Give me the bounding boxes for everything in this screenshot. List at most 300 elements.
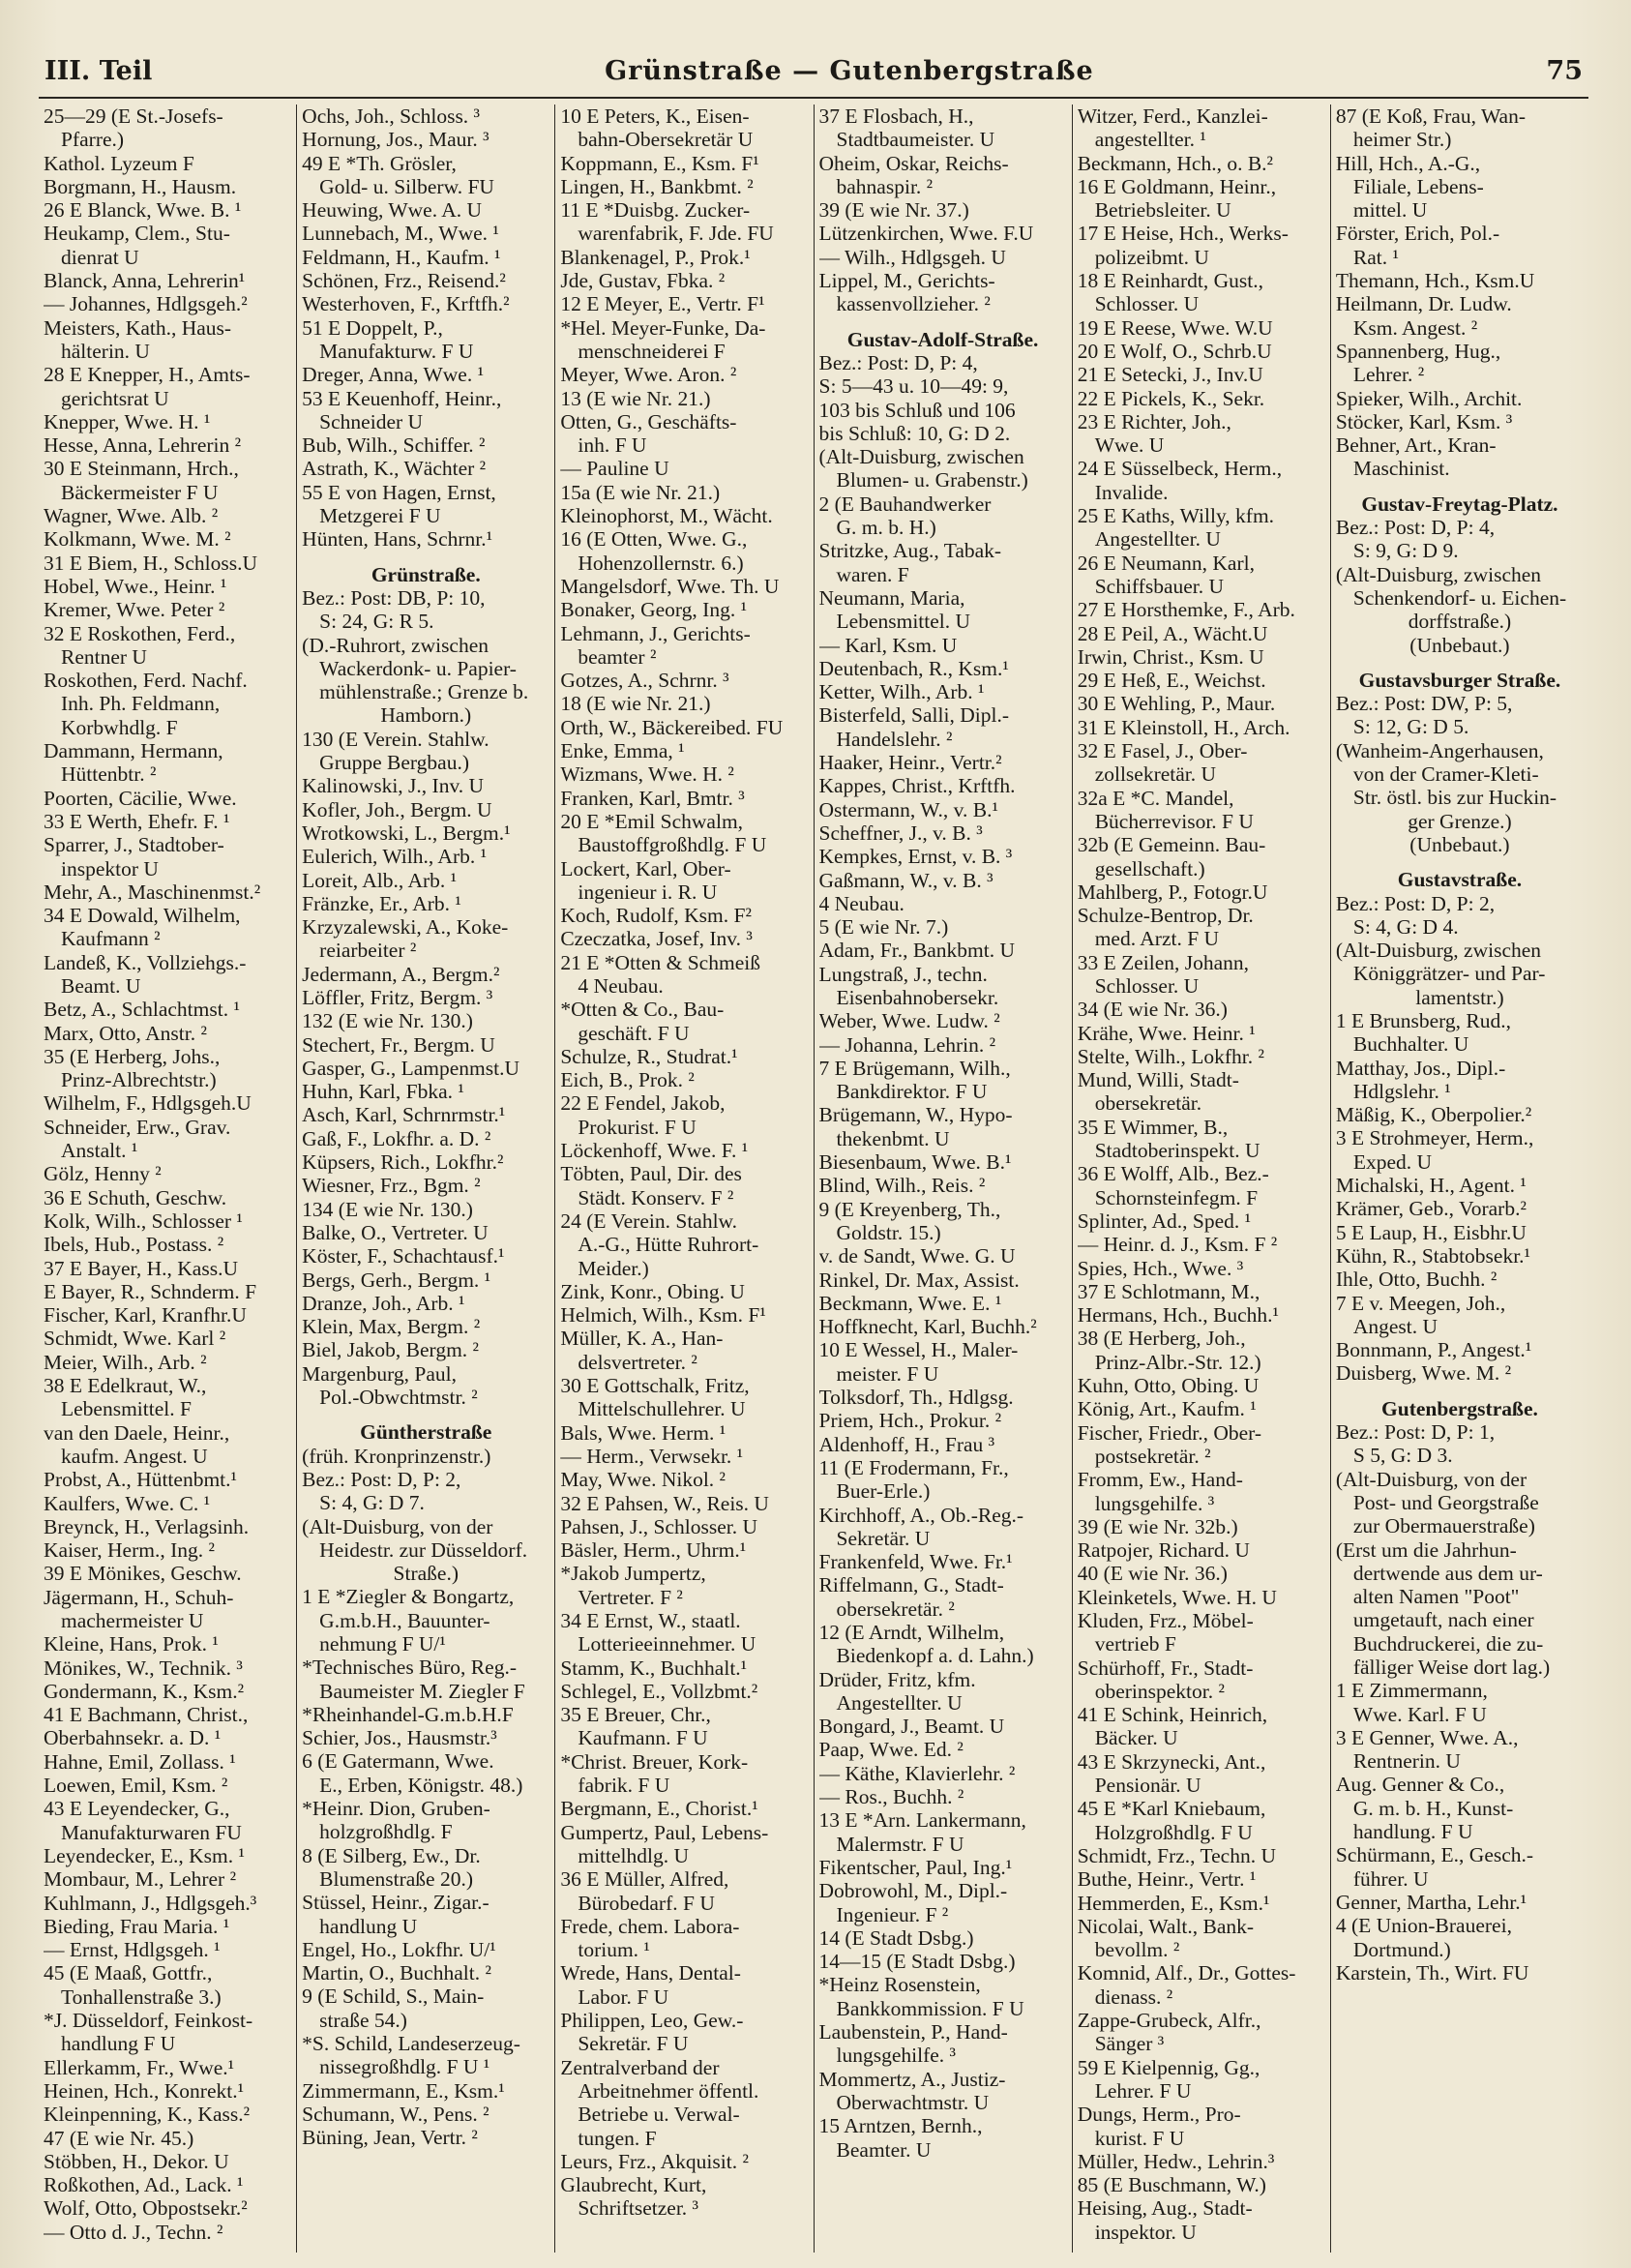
directory-entry: Oberbahnsekr. a. D. ¹: [44, 1726, 222, 1750]
directory-entry: Priem, Hch., Prokur. ²: [818, 1409, 1002, 1433]
directory-entry: 34 E Ernst, W., staatl.: [560, 1609, 741, 1632]
directory-entry: *Rheinhandel-G.m.b.H.F: [302, 1702, 514, 1726]
directory-entry: *S. Schild, Landeserzeug-: [302, 2032, 520, 2056]
directory-entry: 11 (E Frodermann, Fr.,: [818, 1455, 1009, 1479]
directory-entry: Bez.: Post: D, P: 4,: [818, 350, 978, 374]
directory-entry: Oheim, Oskar, Reichs-: [818, 151, 1009, 175]
column-2: [297, 104, 555, 2253]
directory-entry: 51 E Doppelt, P.,: [302, 315, 443, 340]
directory-entry: Bieding, Frau Maria. ¹: [44, 1914, 230, 1938]
directory-entry: Kleinketels, Wwe. H. U: [1077, 1585, 1277, 1609]
directory-entry: — Heinr. d. J., Ksm. F ²: [1077, 1233, 1278, 1257]
directory-entry: Bez.: Post: D, P: 2,: [1335, 891, 1496, 915]
directory-entry: polizeibmt. U: [1094, 245, 1209, 269]
directory-entry: — Otto d. J., Techn. ²: [44, 2220, 223, 2244]
directory-entry: Fischer, Karl, Kranfhr.U: [44, 1303, 247, 1328]
directory-entry: Zink, Konr., Obing. U: [560, 1279, 745, 1303]
directory-entry: Aug. Genner & Co.,: [1335, 1773, 1505, 1797]
directory-entry: Blumenstraße 20.): [319, 1866, 473, 1891]
directory-entry: Hdlgslehr. ¹: [1352, 1079, 1451, 1103]
directory-entry: 12 E Meyer, E., Vertr. F¹: [560, 292, 765, 316]
directory-entry: Krämer, Geb., Vorarb.²: [1335, 1197, 1527, 1221]
directory-entry: 1 E Zimmermann,: [1335, 1679, 1488, 1703]
directory-entry: Philippen, Leo, Gew.-: [560, 2009, 744, 2033]
directory-entry: obersekretär. ²: [836, 1597, 955, 1621]
directory-entry: Duisberg, Wwe. M. ²: [1335, 1361, 1512, 1386]
directory-entry: Bez.: Post: DW, P: 5,: [1335, 692, 1513, 716]
directory-entry: Filiale, Lebens-: [1352, 174, 1484, 198]
directory-entry: Pol.-Obwchtmstr. ²: [319, 1386, 478, 1410]
directory-entry: Kaufmann ²: [61, 927, 161, 951]
directory-entry: Czeczatka, Josef, Inv. ³: [560, 927, 753, 951]
directory-entry: (Wanheim-Angerhausen,: [1335, 738, 1544, 762]
directory-entry: Bergs, Gerh., Bergm. ¹: [302, 1268, 491, 1292]
directory-entry: Loewen, Emil, Ksm. ²: [44, 1774, 228, 1798]
directory-entry: heimer Str.): [1352, 128, 1452, 152]
directory-entry: 13 (E wie Nr. 21.): [560, 386, 711, 410]
directory-entry: 18 (E wie Nr. 21.): [560, 692, 711, 716]
directory-entry: 26 E Blanck, Wwe. B. ¹: [44, 198, 242, 223]
directory-entry: 36 E Wolff, Alb., Bez.-: [1077, 1162, 1269, 1186]
directory-entry: Lützenkirchen, Wwe. F.U: [818, 222, 1034, 246]
directory-entry: 32 E Pahsen, W., Reis. U: [560, 1491, 769, 1515]
directory-entry: Zimmermann, E., Ksm.¹: [302, 2078, 505, 2103]
section-label: III. Teil: [44, 56, 153, 86]
directory-entry: Stritzke, Aug., Tabak-: [818, 539, 1002, 563]
directory-entry: G. m. b. H., Kunst-: [1352, 1796, 1514, 1820]
directory-entry: Mäßig, K., Oberpolier.²: [1335, 1103, 1532, 1127]
directory-entry: 38 (E Herberg, Joh.,: [1077, 1327, 1246, 1351]
directory-entry: Adam, Fr., Bankbmt. U: [818, 939, 1015, 963]
directory-entry: holzgroßhdlg. F: [319, 1820, 453, 1844]
directory-entry: Anstalt. ¹: [61, 1139, 138, 1163]
directory-entry: Aldenhoff, H., Frau ³: [818, 1432, 995, 1456]
directory-entry: 47 (E wie Nr. 45.): [44, 2126, 194, 2150]
directory-entry: Dobrowohl, M., Dipl.-: [818, 1879, 1008, 1903]
directory-entry: lamentstr.): [1415, 985, 1504, 1009]
directory-entry: Krzyzalewski, A., Koke-: [302, 915, 509, 940]
directory-entry: 12 (E Arndt, Wilhelm,: [818, 1621, 1005, 1644]
directory-entry: G.m.b.H., Bauunter-: [319, 1608, 490, 1632]
directory-entry: 27 E Horsthemke, F., Arb.: [1077, 598, 1295, 622]
directory-entry: Stechert, Fr., Bergm. U: [302, 1032, 495, 1057]
directory-entry: Prinz-Albrechtstr.): [61, 1068, 217, 1092]
directory-entry: Michalski, H., Agent. ¹: [1335, 1174, 1527, 1198]
directory-entry: Blumen- u. Grabenstr.): [836, 468, 1028, 492]
directory-entry: Leyendecker, E., Ksm. ¹: [44, 1843, 245, 1867]
directory-entry: 30 E Wehling, P., Maur.: [1077, 692, 1276, 716]
directory-entry: 132 (E wie Nr. 130.): [302, 1009, 473, 1033]
directory-entry: Huhn, Karl, Fbka. ¹: [302, 1080, 464, 1104]
directory-entry: Schlosser. U: [1094, 292, 1200, 316]
directory-entry: Beckmann, Hch., o. B.²: [1077, 151, 1273, 175]
directory-entry: kaufm. Angest. U: [61, 1444, 208, 1468]
directory-entry: Drüder, Fritz, kfm.: [818, 1667, 976, 1691]
directory-entry: 2 (E Bauhandwerker: [818, 492, 992, 516]
directory-entry: ger Grenze.): [1408, 809, 1512, 833]
directory-entry: Baustoffgroßhdlg. F U: [578, 833, 767, 857]
directory-entry: Nicolai, Walt., Bank-: [1077, 1914, 1255, 1938]
directory-entry: 31 E Kleinstoll, H., Arch.: [1077, 715, 1290, 739]
directory-entry: Dammann, Hermann,: [44, 739, 223, 763]
directory-entry: Bals, Wwe. Herm. ¹: [560, 1420, 727, 1445]
directory-entry: nehmung F U/¹: [319, 1632, 446, 1656]
directory-entry: (Alt-Duisburg, von der: [1335, 1467, 1527, 1491]
directory-entry: inspektor. U: [1094, 2220, 1197, 2244]
directory-entry: Kaulfers, Wwe. C. ¹: [44, 1491, 211, 1515]
directory-entry: Biel, Jakob, Bergm. ²: [302, 1338, 479, 1362]
page-header: [39, 56, 1588, 99]
directory-entry: 14—15 (E Stadt Dsbg.): [818, 1950, 1016, 1974]
column-1: [39, 104, 297, 2253]
directory-entry: Buchhalter. U: [1352, 1032, 1469, 1057]
directory-entry: Kappes, Christ., Krftfh.: [818, 774, 1016, 798]
directory-entry: van den Daele, Heinr.,: [44, 1420, 230, 1445]
directory-entry: 87 (E Koß, Frau, Wan-: [1335, 104, 1526, 128]
directory-entry: Hahne, Emil, Zollass. ¹: [44, 1749, 236, 1774]
directory-entry: Kathol. Lyzeum F: [44, 151, 194, 175]
directory-entry: Heidestr. zur Düsseldorf.: [319, 1537, 528, 1562]
directory-entry: Töbten, Paul, Dir. des: [560, 1162, 742, 1186]
directory-entry: Kleine, Hans, Prok. ¹: [44, 1632, 219, 1656]
directory-entry: Lippel, M., Gerichts-: [818, 269, 995, 293]
directory-entry: Biesenbaum, Wwe. B.¹: [818, 1150, 1012, 1175]
directory-entry: tungen. F: [578, 2126, 657, 2150]
directory-entry: Schulze-Bentrop, Dr.: [1077, 904, 1254, 928]
directory-entry: 37 E Schlotmann, M.,: [1077, 1279, 1260, 1303]
directory-entry: Heukamp, Clem., Stu-: [44, 222, 230, 246]
directory-entry: 24 (E Verein. Stahlw.: [560, 1209, 738, 1233]
directory-entry: E Bayer, R., Schnderm. F: [44, 1279, 257, 1303]
directory-entry: Holzgroßhdlg. F U: [1094, 1820, 1253, 1844]
directory-entry: 35 E Breuer, Chr.,: [560, 1703, 711, 1727]
directory-entry: Rat. ¹: [1352, 245, 1399, 269]
directory-entry: 1 E Brunsberg, Rud.,: [1335, 1008, 1512, 1032]
directory-entry: — Karl, Ksm. U: [818, 633, 958, 657]
directory-entry: *Otten & Co., Bau-: [560, 998, 725, 1022]
directory-entry: Zentralverband der: [560, 2055, 720, 2079]
directory-entry: Lingen, H., Bankbmt. ²: [560, 174, 754, 198]
directory-entry: Schmidt, Frz., Techn. U: [1077, 1843, 1276, 1867]
directory-entry: Engel, Ho., Lokfhr. U/¹: [302, 1937, 496, 1961]
directory-entry: Klein, Max, Bergm. ²: [302, 1315, 481, 1339]
directory-entry: Jde, Gustav, Fbka. ²: [560, 269, 726, 293]
directory-entry: bahnaspir. ²: [836, 174, 934, 198]
directory-entry: machermeister U: [61, 1609, 204, 1632]
columns-container: [39, 104, 1588, 2253]
directory-entry: Betriebsleiter. U: [1094, 198, 1231, 223]
directory-entry: Maschinist.: [1352, 457, 1450, 481]
directory-entry: 14 (E Stadt Dsbg.): [818, 1925, 974, 1950]
directory-entry: Meider.): [578, 1256, 649, 1280]
directory-entry: Glaubrecht, Kurt,: [560, 2173, 707, 2197]
directory-entry: dienrat U: [61, 245, 139, 269]
directory-entry: Wrede, Hans, Dental-: [560, 1961, 741, 1985]
directory-entry: 9 (E Kreyenberg, Th.,: [818, 1197, 1001, 1221]
directory-entry: Meisters, Kath., Haus-: [44, 315, 232, 340]
directory-entry: Beckmann, Wwe. E. ¹: [818, 1291, 1002, 1315]
directory-entry: Marx, Otto, Anstr. ²: [44, 1021, 207, 1045]
directory-entry: 9 (E Schild, S., Main-: [302, 1984, 485, 2009]
directory-entry: 30 E Steinmann, Hrch.,: [44, 457, 239, 481]
directory-entry: Heuwing, Wwe. A. U: [302, 198, 483, 223]
directory-entry: Korbwhdlg. F: [61, 715, 178, 739]
directory-entry: Astrath, K., Wächter ²: [302, 457, 487, 481]
directory-entry: 3 E Strohmeyer, Herm.,: [1335, 1126, 1534, 1150]
directory-entry: Hesse, Anna, Lehrerin ²: [44, 433, 242, 458]
directory-entry: 41 E Bachmann, Christ.,: [44, 1703, 249, 1727]
directory-entry: handlung. F U: [1352, 1820, 1473, 1844]
directory-entry: nissegroßhdlg. F U ¹: [319, 2055, 490, 2079]
directory-entry: Gumpertz, Paul, Lebens-: [560, 1820, 769, 1844]
directory-entry: kurist. F U: [1094, 2126, 1185, 2150]
directory-entry: Hill, Hch., A.-G.,: [1335, 151, 1481, 175]
directory-entry: Bankkommission. F U: [836, 1996, 1024, 2020]
directory-entry: 29 E Heß, E., Weichst.: [1077, 669, 1266, 693]
directory-entry: 33 E Zeilen, Johann,: [1077, 950, 1250, 974]
directory-entry: 53 E Keuenhoff, Heinr.,: [302, 386, 502, 410]
directory-entry: Bub, Wilh., Schiffer. ²: [302, 433, 486, 458]
directory-entry: Bergmann, E., Chorist.¹: [560, 1797, 758, 1821]
directory-entry: Mehr, A., Maschinenmst.²: [44, 880, 261, 904]
directory-entry: postsekretär. ²: [1094, 1444, 1211, 1468]
directory-entry: Blind, Wilh., Reis. ²: [818, 1174, 986, 1198]
directory-entry: S 5, G: D 3.: [1352, 1444, 1453, 1468]
directory-entry: 36 E Schuth, Geschw.: [44, 1185, 227, 1209]
directory-entry: Löckenhoff, Wwe. F. ¹: [560, 1139, 749, 1163]
directory-entry: Bürobedarf. F U: [578, 1891, 715, 1915]
directory-entry: Küpsers, Rich., Lokfhr.²: [302, 1150, 504, 1175]
directory-entry: Eich, B., Prok. ²: [560, 1068, 695, 1092]
directory-entry: Sparrer, J., Stadtober-: [44, 833, 224, 857]
directory-entry: 10 E Peters, K., Eisen-: [560, 104, 750, 128]
directory-entry: *Heinr. Dion, Gruben-: [302, 1797, 490, 1821]
directory-entry: 35 E Wimmer, B.,: [1077, 1115, 1229, 1139]
directory-entry: Heising, Aug., Stadt-: [1077, 2196, 1253, 2221]
directory-entry: — Ros., Buchh. ²: [818, 1785, 964, 1809]
directory-entry: gesellschaft.): [1094, 856, 1205, 880]
directory-entry: Buthe, Heinr., Vertr. ¹: [1077, 1867, 1257, 1892]
directory-entry: gerichtsrat U: [61, 386, 169, 410]
directory-entry: Weber, Wwe. Ludw. ²: [818, 1009, 1000, 1033]
directory-entry: Dreger, Anna, Wwe. ¹: [302, 363, 485, 387]
directory-entry: Jedermann, A., Bergm.²: [302, 962, 500, 986]
directory-entry: Malermstr. F U: [836, 1832, 964, 1856]
directory-entry: A.-G., Hütte Ruhrort-: [578, 1233, 759, 1257]
directory-entry: S: 4, G: D 4.: [1352, 914, 1459, 939]
directory-entry: Krähe, Wwe. Heinr. ¹: [1077, 1021, 1256, 1045]
directory-entry: 32a E *C. Mandel,: [1077, 786, 1234, 810]
directory-entry: Lotterieeinnehmer. U: [578, 1632, 756, 1656]
directory-entry: Stüssel, Heinr., Zigar.-: [302, 1891, 489, 1915]
directory-entry: Stadtoberinspekt. U: [1094, 1139, 1260, 1163]
directory-entry: Frede, chem. Labora-: [560, 1914, 740, 1938]
directory-entry: Gotzes, A., Schrnr. ³: [560, 669, 729, 693]
directory-entry: 22 E Fendel, Jakob,: [560, 1091, 726, 1116]
directory-entry: Poorten, Cäcilie, Wwe.: [44, 786, 237, 810]
directory-entry: hälterin. U: [61, 339, 150, 363]
directory-entry: Kofler, Joh., Bergm. U: [302, 797, 492, 821]
directory-entry: beamter ²: [578, 644, 657, 669]
directory-entry: Wagner, Wwe. Alb. ²: [44, 504, 219, 528]
directory-entry: Ibels, Hub., Postass. ²: [44, 1233, 224, 1257]
directory-entry: Schier, Jos., Hausmstr.³: [302, 1726, 497, 1750]
directory-entry: Sekretär. U: [836, 1526, 931, 1550]
directory-entry: — Johanna, Lehrin. ²: [818, 1032, 996, 1057]
directory-entry: 25—29 (E St.-Josefs-: [44, 104, 223, 128]
directory-entry: Beamt. U: [61, 973, 141, 998]
directory-entry: Metzgerei F U: [319, 504, 441, 528]
directory-entry: Kuhn, Otto, Obing. U: [1077, 1374, 1260, 1398]
directory-entry: Schürmann, E., Gesch.-: [1335, 1843, 1534, 1867]
directory-entry: Spieker, Wilh., Archit.: [1335, 386, 1523, 410]
directory-entry: S: 24, G: R 5.: [319, 610, 434, 634]
directory-entry: 59 E Kielpennig, Gg.,: [1077, 2055, 1260, 2079]
street-heading: Gustav-Freytag-Platz.: [1361, 492, 1558, 516]
directory-entry: Schornsteinfegm. F: [1094, 1185, 1259, 1209]
directory-entry: — Herm., Verwsekr. ¹: [560, 1444, 744, 1468]
column-5: [1073, 104, 1331, 2253]
directory-entry: Mund, Willi, Stadt-: [1077, 1068, 1239, 1092]
directory-entry: May, Wwe. Nikol. ²: [560, 1468, 726, 1492]
directory-entry: 17 E Heise, Hch., Werks-: [1077, 222, 1289, 246]
directory-entry: Frankenfeld, Wwe. Fr.¹: [818, 1550, 1013, 1574]
directory-entry: Wiesner, Frz., Bgm. ²: [302, 1174, 481, 1198]
directory-entry: Hamborn.): [380, 703, 472, 728]
directory-entry: Fikentscher, Paul, Ing.¹: [818, 1855, 1013, 1879]
directory-entry: Kluden, Frz., Möbel-: [1077, 1609, 1254, 1632]
directory-entry: Angestellter. U: [1094, 527, 1221, 552]
directory-entry: Inh. Ph. Feldmann,: [61, 692, 221, 716]
directory-entry: Pensionär. U: [1094, 1774, 1201, 1798]
directory-entry: Dortmund.): [1352, 1937, 1451, 1961]
directory-entry: Prokurist. F U: [578, 1115, 697, 1139]
directory-entry: Bücherrevisor. F U: [1094, 809, 1254, 833]
directory-entry: *Christ. Breuer, Kork-: [560, 1749, 749, 1774]
directory-entry: S: 12, G: D 5.: [1352, 715, 1469, 739]
directory-entry: Otten, G., Geschäfts-: [560, 409, 737, 433]
directory-entry: dertwende aus dem ur-: [1352, 1561, 1543, 1585]
directory-entry: Sänger ³: [1094, 2032, 1165, 2056]
directory-entry: umgetauft, nach einer: [1352, 1608, 1534, 1632]
directory-entry: Wilhelm, F., Hdlgsgeh.U: [44, 1091, 252, 1116]
directory-entry: Themann, Hch., Ksm.U: [1335, 269, 1535, 293]
directory-entry: Wrotkowski, L., Bergm.¹: [302, 821, 511, 845]
directory-entry: Eulerich, Wilh., Arb. ¹: [302, 845, 488, 869]
directory-entry: Matthay, Jos., Dipl.-: [1335, 1056, 1506, 1080]
directory-entry: Str. östl. bis zur Huckin-: [1352, 786, 1557, 810]
directory-entry: 11 E *Duisbg. Zucker-: [560, 198, 751, 223]
directory-entry: 8 (E Silberg, Ew., Dr.: [302, 1843, 481, 1867]
directory-entry: Asch, Karl, Schrnrmstr.¹: [302, 1103, 506, 1127]
directory-entry: bahn-Obersekretär U: [578, 128, 754, 152]
directory-entry: Betriebe u. Verwal-: [578, 2103, 740, 2127]
directory-entry: Lehrer. ²: [1352, 363, 1425, 387]
directory-entry: Kempkes, Ernst, v. B. ³: [818, 845, 1013, 869]
directory-entry: — Johannes, Hdlgsgeh.²: [44, 292, 248, 316]
directory-entry: Wizmans, Wwe. H. ²: [560, 762, 734, 787]
directory-entry: thekenbmt. U: [836, 1126, 950, 1150]
directory-entry: Kühn, R., Stabtobsekr.¹: [1335, 1243, 1531, 1268]
directory-entry: Loreit, Alb., Arb. ¹: [302, 868, 458, 892]
directory-entry: 49 E *Th. Grösler,: [302, 151, 457, 175]
column-6: [1331, 104, 1588, 2253]
street-heading: Gutenbergstraße.: [1381, 1396, 1538, 1420]
directory-entry: Ochs, Joh., Schloss. ³: [302, 104, 481, 128]
directory-entry: 103 bis Schluß und 106: [818, 398, 1016, 422]
directory-entry: Lebensmittel. U: [836, 610, 971, 634]
directory-entry: Königgrätzer- und Par-: [1352, 962, 1546, 986]
directory-entry: Hermans, Hch., Buchh.¹: [1077, 1303, 1279, 1328]
directory-entry: Goldstr. 15.): [836, 1220, 941, 1244]
column-4: [815, 104, 1073, 2253]
directory-entry: Mommertz, A., Justiz-: [818, 2067, 1006, 2091]
directory-entry: Kolkmann, Wwe. M. ²: [44, 527, 231, 552]
directory-entry: Laubenstein, P., Hand-: [818, 2020, 1008, 2044]
directory-entry: Kremer, Wwe. Peter ²: [44, 598, 225, 622]
directory-entry: Hemmerden, E., Ksm.¹: [1077, 1891, 1270, 1915]
directory-entry: Dranze, Joh., Arb. ¹: [302, 1291, 465, 1315]
directory-entry: 23 E Richter, Joh.,: [1077, 409, 1231, 433]
directory-entry: Roskothen, Ferd. Nachf.: [44, 669, 248, 693]
directory-entry: Schneider, Erw., Grav.: [44, 1115, 231, 1139]
directory-entry: Deutenbach, R., Ksm.¹: [818, 656, 1009, 680]
directory-entry: Wackerdonk- u. Papier-: [319, 656, 517, 680]
directory-entry: Hüttenbtr. ²: [61, 762, 157, 787]
directory-entry: 15 Arntzen, Bernh.,: [818, 2114, 983, 2138]
directory-entry: Städt. Konserv. F ²: [578, 1185, 734, 1209]
directory-entry: Ihle, Otto, Buchh. ²: [1335, 1268, 1498, 1292]
directory-entry: Förster, Erich, Pol.-: [1335, 222, 1500, 246]
directory-entry: Rentnerin. U: [1352, 1749, 1461, 1774]
directory-entry: *Jakob Jumpertz,: [560, 1562, 706, 1586]
directory-entry: 36 E Müller, Alfred,: [560, 1867, 729, 1892]
directory-entry: 10 E Wessel, H., Maler-: [818, 1338, 1019, 1362]
directory-entry: 40 (E wie Nr. 36.): [1077, 1562, 1228, 1586]
directory-entry: 4 Neubau.: [578, 973, 664, 998]
directory-entry: angestellter. ¹: [1094, 128, 1206, 152]
directory-entry: Neumann, Maria,: [818, 585, 965, 610]
directory-entry: Spies, Hch., Wwe. ³: [1077, 1256, 1244, 1280]
directory-entry: mittel. U: [1352, 198, 1428, 223]
directory-entry: Gondermann, K., Ksm.²: [44, 1679, 245, 1703]
directory-entry: vertrieb F: [1094, 1632, 1176, 1656]
directory-entry: 34 E Dowald, Wilhelm,: [44, 904, 241, 928]
directory-entry: 43 E Skrzynecki, Ant.,: [1077, 1749, 1266, 1774]
directory-entry: Ostermann, W., v. B.¹: [818, 797, 998, 821]
directory-entry: — Käthe, Klavierlehr. ²: [818, 1761, 1016, 1785]
directory-entry: mühlenstraße.; Grenze b.: [319, 680, 529, 704]
directory-entry: Lebensmittel. F: [61, 1397, 192, 1421]
directory-entry: Betz, A., Schlachtmst. ¹: [44, 998, 240, 1022]
directory-entry: 45 E *Karl Kniebaum,: [1077, 1797, 1266, 1821]
directory-entry: Bongard, J., Beamt. U: [818, 1715, 1005, 1739]
directory-entry: Ingenieur. F ²: [836, 1902, 949, 1926]
directory-entry: Müller, Hedw., Lehrin.³: [1077, 2149, 1275, 2173]
directory-entry: 20 E *Emil Schwalm,: [560, 809, 744, 833]
directory-entry: Lungstraß, J., techn.: [818, 962, 988, 986]
street-heading: Grünstraße.: [371, 562, 481, 586]
directory-entry: Lockert, Karl, Ober-: [560, 856, 731, 880]
directory-entry: 43 E Leyendecker, G.,: [44, 1797, 230, 1821]
directory-entry: reiarbeiter ²: [319, 939, 417, 963]
directory-entry: 1 E *Ziegler & Bongartz,: [302, 1585, 515, 1609]
directory-entry: Ketter, Wilh., Arb. ¹: [818, 680, 985, 704]
directory-entry: Lehmann, J., Gerichts-: [560, 621, 751, 645]
directory-entry: Müller, K. A., Han-: [560, 1327, 724, 1351]
directory-entry: Landeß, K., Vollziehgs.-: [44, 950, 247, 974]
directory-entry: Gölz, Henny ²: [44, 1162, 162, 1186]
